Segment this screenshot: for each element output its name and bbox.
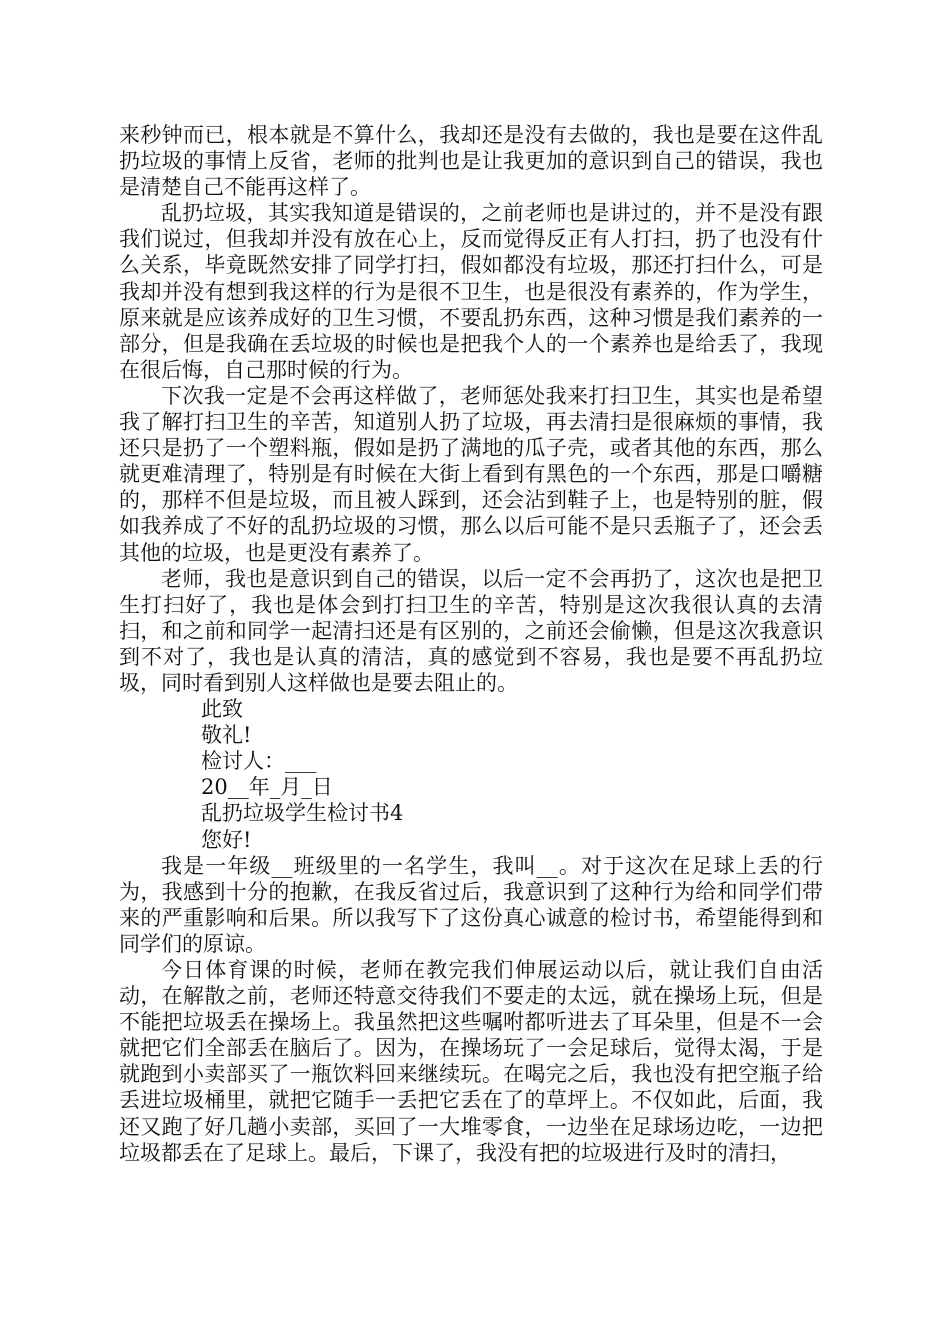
- paragraph: 来秒钟而已，根本就是不算什么，我却还是没有去做的，我也是要在这件乱扔垃圾的事情上反省，老师的批判也是让我更加的意识到自己的错误，我也是清楚自己不能再这样了。: [119, 123, 823, 200]
- document-body: [119, 122, 823, 1166]
- paragraph: 下次我一定是不会再这样做了，老师惩处我来打扫卫生，其实也是希望我了解打扫卫生的辛苦，知道别人扔了垃圾，再去清扫是很麻烦的事情，我还只是扔了一个塑料瓶，假如是扔了满地的瓜子壳，或者其他的东西，那么就更难清理了，特别是有时候在大街上看到有黑色的一个东西，那是口嚼糖的，那样不但是垃圾，而且被人踩到，还会沾到鞋子上，也是特别的脏，假如我养成了不好的乱扔垃圾的习惯，那么以后可能不是只丢瓶子了，还会丢其他的垃圾，也是更没有素养了。: [119, 383, 823, 565]
- closing-line: 此致: [201, 697, 243, 722]
- paragraph: 今日体育课的时候，老师在教完我们伸展运动以后，就让我们自由活动，在解散之前，老师还特意交待我们不要走的太远，就在操场上玩，但是不能把垃圾丢在操场上。我虽然把这些嘱咐都听进去了耳朵里，但是不一会就把它们全部丢在脑后了。因为，在操场玩了一会足球后，觉得太渴，于是就跑到小卖部买了一瓶饮料回来继续玩。在喝完之后，我也没有把空瓶子给丢进垃圾桶里，就把它随手一丢把它丢在了的草坪上。不仅如此，后面，我还又跑了好几趟小卖部，买回了一大堆零食，一边坐在足球场边吃，一边把垃圾都丢在了足球上。最后，下课了，我没有把的垃圾进行及时的清扫，: [119, 958, 823, 1165]
- paragraph: 老师，我也是意识到自己的错误，以后一定不会再扔了，这次也是把卫生打扫好了，我也是体会到打扫卫生的辛苦，特别是这次我很认真的去清扫，和之前和同学一起清扫还是有区别的，之前还会偷懒，但是这次我意识到不对了，我也是认真的清洁，真的感觉到不容易，我也是要不再乱扔垃圾，同时看到别人这样做也是要去阻止的。: [119, 566, 823, 695]
- paragraph: 我是一年级__班级里的一名学生，我叫__。对于这次在足球上丢的行为，我感到十分的抱歉，在我反省过后，我意识到了这种行为给和同学们带来的严重影响和后果。所以我写下了这份真心诚意的检讨书，希望能得到和同学们的原谅。: [119, 853, 823, 956]
- date-line: 20__年_月_日: [201, 775, 333, 800]
- paragraph: 乱扔垃圾，其实我知道是错误的，之前老师也是讲过的，并不是没有跟我们说过，但我却并没有放在心上，反而觉得反正有人打扫，扔了也没有什么关系，毕竟既然安排了同学打扫，假如都没有垃圾，那还打扫什么，可是我却并没有想到我这样的行为是很不卫生，也是很没有素养的，作为学生，原来就是应该养成好的卫生习惯，不要乱扔东西，这种习惯是我们素养的一部分，但是我确在丢垃圾的时候也是把我个人的一个素养也是给丢了，我现在很后悔，自己那时候的行为。: [119, 201, 823, 382]
- signature-line: 检讨人：___: [201, 749, 317, 774]
- greeting-line: 您好!: [201, 827, 252, 852]
- salutation-line: 敬礼!: [201, 723, 252, 748]
- section-title: 乱扔垃圾学生检讨书4: [201, 801, 404, 826]
